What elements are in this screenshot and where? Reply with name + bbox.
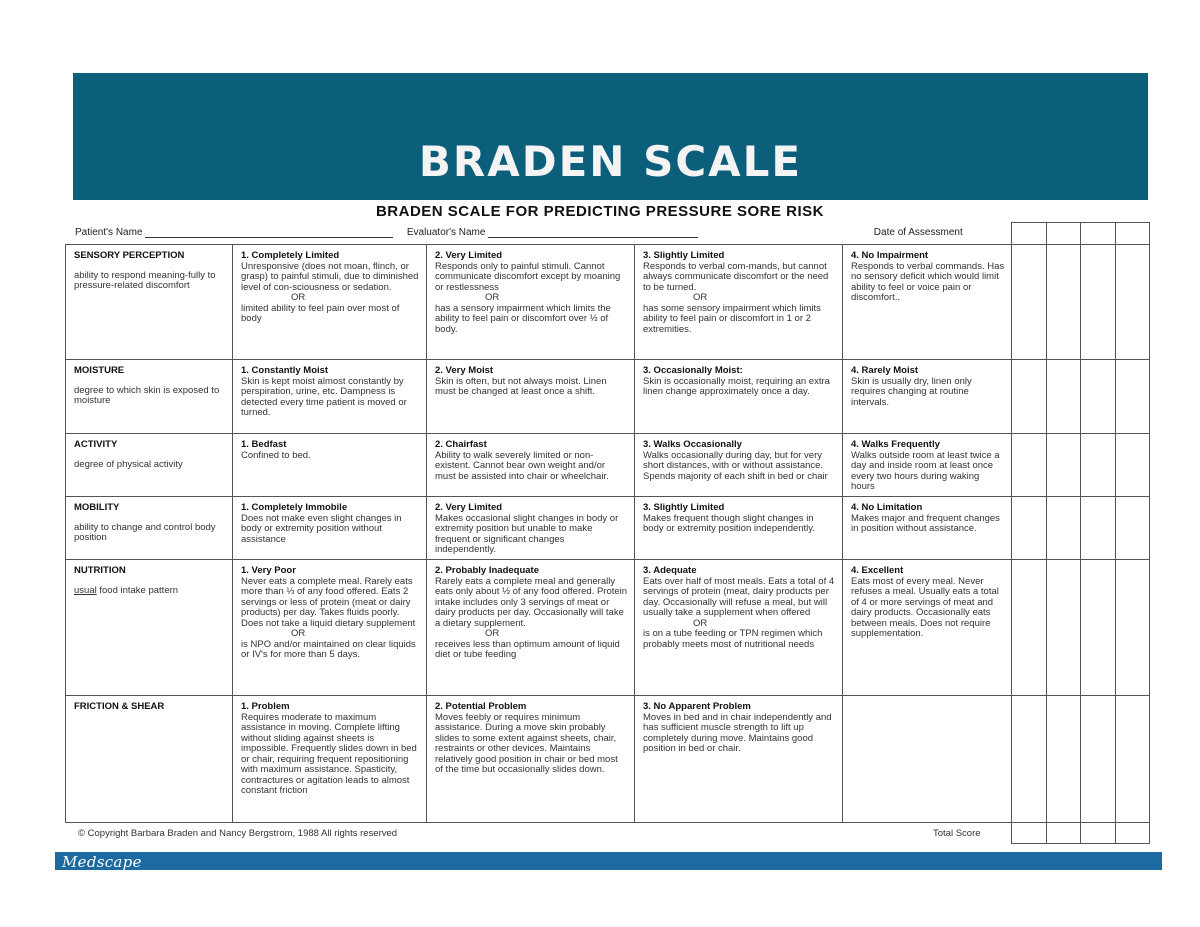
score-box[interactable] [1115, 245, 1150, 360]
form-header-row [75, 227, 963, 238]
date-of-assessment-label: Date of Assessment [873, 227, 963, 238]
table-row [66, 360, 1012, 434]
score-criteria-cell [843, 497, 1012, 560]
score-criteria-cell [233, 560, 427, 696]
criteria-heading: 2. Very Limited [435, 502, 503, 513]
criteria-or: OR [485, 292, 500, 303]
category-description: ability to respond meaning-fully to pressure-related discomfort [74, 269, 216, 291]
criteria-heading: 3. Adequate [643, 565, 697, 576]
patient-name-line [145, 237, 393, 238]
score-criteria-cell [843, 560, 1012, 696]
criteria-text: Makes occasional slight changes in body or extremity position but unable to make frequent or significant changes independently. [435, 512, 619, 555]
criteria-heading: 2. Very Moist [435, 365, 494, 376]
score-box[interactable] [1115, 360, 1150, 434]
score-box[interactable] [1115, 223, 1150, 245]
score-criteria-cell [233, 497, 427, 560]
score-box[interactable] [1046, 497, 1081, 560]
score-box[interactable] [1046, 560, 1081, 696]
score-box[interactable] [1046, 696, 1081, 823]
criteria-text: Unresponsive (does not moan, flinch, or grasp) to painful stimuli, due to diminished level of con-sciousness or sedation. [241, 260, 419, 293]
criteria-text: Moves in bed and in chair independently and has sufficient muscle strength to lift up completely during move. Maintains good position in bed or chair. [643, 711, 832, 754]
criteria-heading: 2. Very Limited [435, 250, 503, 261]
score-box[interactable] [1046, 823, 1081, 844]
evaluator-name-label: Evaluator's Name [406, 227, 486, 238]
criteria-text: Skin is usually dry, linen only requires changing at routine intervals. [851, 375, 972, 408]
score-box[interactable] [1115, 434, 1150, 497]
score-criteria-cell [427, 497, 635, 560]
criteria-text: Eats over half of most meals. Eats a total of 4 servings of protein (meat, dairy products per day. Occasionally will refuse a meal, but will usually take a supplement when offered [643, 575, 835, 618]
score-box[interactable] [1012, 360, 1047, 434]
criteria-heading: 1. Very Poor [241, 565, 296, 576]
criteria-heading: 4. Rarely Moist [851, 365, 919, 376]
category-name: MOBILITY [74, 502, 120, 513]
criteria-text: Moves feebly or requires minimum assistance. During a move skin probably slides to some extent against sheets, chair, restraints or other devices. Maintains relatively good position in chair or bed most of the time but occasionally slides down. [435, 711, 618, 775]
criteria-heading: 4. Excellent [851, 565, 904, 576]
category-description: degree to which skin is exposed to moisture [74, 384, 220, 406]
score-criteria-cell [843, 245, 1012, 360]
score-box[interactable] [1012, 560, 1047, 696]
criteria-or: OR [291, 292, 306, 303]
score-criteria-cell [427, 560, 635, 696]
table-row [66, 434, 1012, 497]
category-name: MOISTURE [74, 365, 125, 376]
criteria-heading: 1. Completely Immobile [241, 502, 348, 513]
criteria-alt-text: has some sensory impairment which limits ability to feel pain or discomfort in 1 or 2 extremities. [643, 302, 821, 335]
score-grid-row [1012, 360, 1150, 434]
criteria-text: Makes major and frequent changes in position without assistance. [851, 512, 1000, 534]
score-box[interactable] [1046, 434, 1081, 497]
copyright-note: © Copyright Barbara Braden and Nancy Bergstrom, 1988 All rights reserved [78, 828, 398, 839]
score-grid-row [1012, 560, 1150, 696]
score-criteria-cell [843, 696, 1012, 823]
criteria-text: Responds only to painful stimuli. Cannot communicate discomfort except by moaning or restlessness [435, 260, 621, 293]
score-box[interactable] [1012, 434, 1047, 497]
category-name: SENSORY PERCEPTION [74, 250, 185, 261]
score-box[interactable] [1012, 497, 1047, 560]
criteria-text: Confined to bed. [241, 449, 311, 461]
score-box[interactable] [1012, 823, 1047, 844]
category-cell [66, 560, 233, 696]
criteria-heading: 2. Chairfast [435, 439, 487, 450]
category-cell [66, 360, 233, 434]
table-row [66, 497, 1012, 560]
score-box[interactable] [1046, 245, 1081, 360]
criteria-heading: 3. Occasionally Moist: [643, 365, 743, 376]
score-box[interactable] [1081, 696, 1116, 823]
score-box[interactable] [1081, 245, 1116, 360]
score-criteria-cell [427, 696, 635, 823]
category-cell [66, 434, 233, 497]
category-cell [66, 245, 233, 360]
criteria-heading: 1. Completely Limited [241, 250, 340, 261]
criteria-or: OR [693, 292, 708, 303]
criteria-text: Requires moderate to maximum assistance in moving. Complete lifting without sliding against sheets is impossible. Frequently slides down in bed or chair, requiring frequent repositioning with maximum assistance. Spasticity, contractures or agitation leads to almost constant friction [241, 711, 417, 796]
score-criteria-cell [233, 360, 427, 434]
score-grid-row [1012, 223, 1150, 245]
criteria-or: OR [291, 628, 306, 639]
score-criteria-cell [233, 696, 427, 823]
category-name: NUTRITION [74, 565, 126, 576]
score-box[interactable] [1012, 696, 1047, 823]
form-title: BRADEN SCALE FOR PREDICTING PRESSURE SORE RISK [375, 203, 825, 220]
score-box[interactable] [1115, 497, 1150, 560]
criteria-text: Walks outside room at least twice a day and inside room at least once every two hours during waking hours [851, 449, 1000, 492]
table-row [66, 560, 1012, 696]
score-box[interactable] [1115, 823, 1150, 844]
criteria-text: Responds to verbal commands. Has no sensory deficit which would limit ability to feel or voice pain or discomfort.. [851, 260, 1005, 303]
criteria-alt-text: has a sensory impairment which limits the ability to feel pain or discomfort over ½ of body. [435, 302, 611, 335]
patient-name-label: Patient's Name [75, 227, 143, 238]
score-criteria-cell [635, 560, 843, 696]
score-grid-row [1012, 434, 1150, 497]
category-cell [66, 696, 233, 823]
score-box[interactable] [1081, 497, 1116, 560]
criteria-text: Skin is kept moist almost constantly by perspiration, urine, etc. Dampness is detected every time patient is moved or turned. [241, 375, 407, 418]
criteria-heading: 4. No Impairment [851, 250, 929, 261]
criteria-text: Eats most of every meal. Never refuses a meal. Usually eats a total of 4 or more servings of meat and dairy products. Occasionally eats between meals. Does not require supplementation. [851, 575, 999, 639]
score-box[interactable] [1046, 360, 1081, 434]
score-criteria-cell [635, 245, 843, 360]
score-criteria-cell [843, 434, 1012, 497]
score-box[interactable] [1081, 360, 1116, 434]
score-criteria-cell [427, 360, 635, 434]
score-columns [1011, 222, 1150, 844]
category-description: ability to change and control body position [74, 521, 216, 543]
title-banner [73, 73, 1148, 200]
criteria-alt-text: is on a tube feeding or TPN regimen which probably meets most of nutritional needs [643, 628, 823, 650]
table-row [66, 245, 1012, 360]
criteria-text: Never eats a complete meal. Rarely eats more than ⅓ of any food offered. Eats 2 servings or less of protein (meat or dairy products) per day. Takes fluids poorly. Does not take a liquid dietary supplement [241, 575, 416, 629]
criteria-text: Rarely eats a complete meal and generally eats only about ½ of any food offered. Protein intake includes only 3 servings of meat or dairy products per day. Occasionally will take a dietary supplement. [435, 575, 628, 629]
braden-scale-table [65, 244, 1012, 823]
criteria-or: OR [485, 628, 500, 639]
score-criteria-cell [427, 245, 635, 360]
criteria-text: Does not make even slight changes in body or extremity position without assistance [241, 512, 402, 545]
score-box[interactable] [1115, 696, 1150, 823]
table-row [66, 696, 1012, 823]
score-criteria-cell [635, 497, 843, 560]
score-criteria-cell [635, 696, 843, 823]
score-box[interactable] [1115, 560, 1150, 696]
criteria-heading: 3. Slightly Limited [643, 250, 725, 261]
category-desc-underlined: usual [74, 584, 97, 596]
criteria-heading: 3. Walks Occasionally [643, 439, 742, 450]
criteria-heading: 2. Potential Problem [435, 701, 527, 712]
score-box[interactable] [1081, 823, 1116, 844]
category-description: degree of physical activity [74, 458, 183, 470]
score-grid-row [1012, 823, 1150, 844]
score-box[interactable] [1046, 223, 1081, 245]
score-box[interactable] [1081, 223, 1116, 245]
criteria-text: Walks occasionally during day, but for very short distances, with or without assistance. Spends majority of each shift in bed or chair [643, 449, 828, 482]
score-box[interactable] [1081, 560, 1116, 696]
score-box[interactable] [1081, 434, 1116, 497]
medscape-logo: Medscape [62, 853, 142, 871]
total-score-label: Total Score [933, 828, 981, 839]
criteria-text: Skin is often, but not always moist. Linen must be changed at least once a shift. [435, 375, 607, 397]
score-grid-row [1012, 497, 1150, 560]
category-description: food intake pattern [96, 584, 179, 596]
criteria-heading: 3. Slightly Limited [643, 502, 725, 513]
criteria-text: Makes frequent though slight changes in body or extremity position independently. [643, 512, 815, 534]
category-cell [66, 497, 233, 560]
criteria-heading: 1. Bedfast [241, 439, 287, 450]
score-criteria-cell [233, 245, 427, 360]
score-criteria-cell [233, 434, 427, 497]
criteria-text: Responds to verbal com-mands, but cannot always communicate discomfort or the need to be turned. [643, 260, 829, 293]
score-grid-row [1012, 245, 1150, 360]
criteria-alt-text: receives less than optimum amount of liquid diet or tube feeding [435, 638, 620, 660]
criteria-alt-text: limited ability to feel pain over most of body [241, 302, 400, 324]
criteria-alt-text: is NPO and/or maintained on clear liquids or IV's for more than 5 days. [241, 638, 416, 660]
criteria-heading: 3. No Apparent Problem [643, 701, 751, 712]
criteria-heading: 2. Probably Inadequate [435, 565, 539, 576]
score-grid-row [1012, 696, 1150, 823]
criteria-text: Ability to walk severely limited or non-existent. Cannot bear own weight and/or must be assisted into chair or wheelchair. [435, 449, 609, 482]
criteria-heading: 4. No Limitation [851, 502, 923, 513]
criteria-or: OR [693, 617, 708, 629]
criteria-heading: 4. Walks Frequently [851, 439, 940, 450]
score-criteria-cell [635, 434, 843, 497]
evaluator-name-line [488, 237, 698, 238]
score-criteria-cell [635, 360, 843, 434]
criteria-heading: 1. Problem [241, 701, 290, 712]
category-name: FRICTION & SHEAR [74, 701, 165, 712]
criteria-text: Skin is occasionally moist, requiring an extra linen change approximately once a day. [643, 375, 830, 397]
score-box[interactable] [1012, 245, 1047, 360]
score-criteria-cell [427, 434, 635, 497]
slide-title: BRADEN SCALE [418, 137, 803, 186]
criteria-heading: 1. Constantly Moist [241, 365, 329, 376]
score-criteria-cell [843, 360, 1012, 434]
score-box[interactable] [1012, 223, 1047, 245]
category-name: ACTIVITY [74, 439, 118, 450]
bottom-bar [55, 852, 1162, 870]
